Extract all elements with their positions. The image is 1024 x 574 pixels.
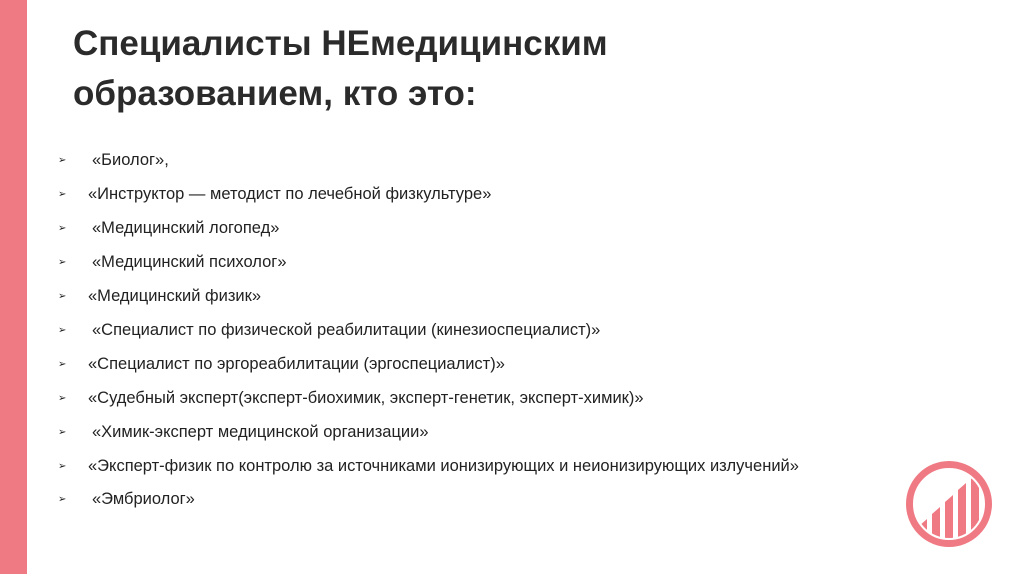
list-item [58, 150, 848, 171]
list-item-text: «Медицинский физик» [88, 287, 262, 305]
list-item-text: «Специалист по физической реабилитации (кинезиоспециалист)» [92, 321, 601, 339]
list-item [58, 184, 848, 205]
arrow-bullet-icon: ➢ [58, 427, 67, 438]
accent-bar [0, 0, 27, 574]
list-item-text: «Биолог», [92, 151, 169, 169]
list-item-text: «Эксперт-физик по контролю за источниками ионизирующих и неионизирующих излучений» [88, 457, 799, 475]
list-item-text: «Судебный эксперт(эксперт-биохимик, эксперт-генетик, эксперт-химик)» [88, 389, 644, 407]
list-item-text: «Специалист по эргореабилитации (эргоспециалист)» [88, 355, 505, 373]
list-item [58, 354, 848, 375]
list-item [58, 456, 848, 477]
growth-chart-circle-icon [905, 460, 993, 548]
arrow-bullet-icon: ➢ [58, 494, 67, 505]
list-item [58, 286, 848, 307]
arrow-bullet-icon: ➢ [58, 359, 67, 370]
list-item-text: «Медицинский логопед» [92, 219, 280, 237]
title-line-2: образованием, кто это: [73, 74, 477, 113]
list-item [58, 388, 848, 409]
list-item-text: «Химик-эксперт медицинской организации» [92, 423, 429, 441]
arrow-bullet-icon: ➢ [58, 223, 67, 234]
arrow-bullet-icon: ➢ [58, 257, 67, 268]
arrow-bullet-icon: ➢ [58, 155, 67, 166]
list-item [58, 489, 848, 510]
arrow-bullet-icon: ➢ [58, 461, 67, 472]
list-item-text: «Инструктор — методист по лечебной физкультуре» [88, 185, 492, 203]
list-item [58, 218, 848, 239]
arrow-bullet-icon: ➢ [58, 189, 67, 200]
arrow-bullet-icon: ➢ [58, 393, 67, 404]
title-line-1: Специалисты НЕмедицинским [73, 24, 608, 63]
slide-title [73, 19, 833, 119]
list-item [58, 320, 848, 341]
list-item-text: «Медицинский психолог» [92, 253, 287, 271]
list-item [58, 422, 848, 443]
arrow-bullet-icon: ➢ [58, 291, 67, 302]
list-item-text: «Эмбриолог» [92, 490, 195, 508]
specialist-list [58, 150, 848, 523]
arrow-bullet-icon: ➢ [58, 325, 67, 336]
list-item [58, 252, 848, 273]
